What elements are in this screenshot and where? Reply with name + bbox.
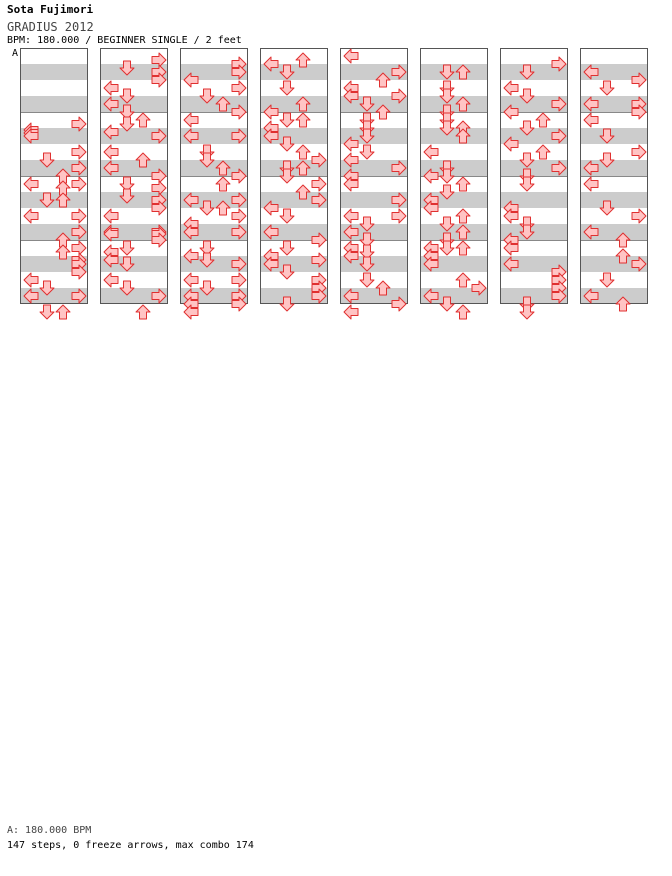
arrow-down-icon <box>120 241 134 255</box>
arrow-down-icon <box>600 273 614 287</box>
arrow-right-icon <box>232 273 246 287</box>
arrow-right-icon <box>232 81 246 95</box>
arrow-left-icon <box>584 177 598 191</box>
arrow-left-icon <box>24 209 38 223</box>
arrow-up-icon <box>296 145 310 159</box>
arrow-up-icon <box>136 113 150 127</box>
arrow-right-icon <box>72 145 86 159</box>
arrow-left-icon <box>104 145 118 159</box>
arrow-left-icon <box>584 113 598 127</box>
arrow-up-icon <box>456 241 470 255</box>
arrow-left-icon <box>104 81 118 95</box>
beat-stripe <box>420 128 488 144</box>
arrow-right-icon <box>632 209 646 223</box>
arrow-up-icon <box>456 209 470 223</box>
arrow-left-icon <box>24 273 38 287</box>
arrow-up-icon <box>296 113 310 127</box>
song-title: GRADIUS 2012 <box>7 20 94 34</box>
arrow-down-icon <box>600 81 614 95</box>
step-stats: 147 steps, 0 freeze arrows, max combo 174 <box>7 840 254 851</box>
arrow-up-icon <box>216 177 230 191</box>
arrow-up-icon <box>456 305 470 319</box>
arrow-left-icon <box>344 209 358 223</box>
arrow-up-icon <box>456 177 470 191</box>
arrow-left-icon <box>104 273 118 287</box>
arrow-left-icon <box>504 81 518 95</box>
arrow-down-icon <box>360 273 374 287</box>
beat-stripe <box>420 96 488 112</box>
chart-info: BPM: 180.000 / BEGINNER SINGLE / 2 feet <box>7 35 242 46</box>
arrow-right-icon <box>72 209 86 223</box>
arrow-down-icon <box>440 241 454 255</box>
arrow-left-icon <box>184 273 198 287</box>
arrow-down-icon <box>280 209 294 223</box>
arrow-down-icon <box>280 81 294 95</box>
arrow-right-icon <box>312 177 326 191</box>
arrow-right-icon <box>632 145 646 159</box>
bpm-marker: A <box>12 48 19 59</box>
arrow-down-icon <box>360 145 374 159</box>
arrow-up-icon <box>136 305 150 319</box>
beat-stripe <box>20 96 88 112</box>
arrow-down-icon <box>520 305 534 319</box>
arrow-right-icon <box>392 209 406 223</box>
arrow-left-icon <box>184 113 198 127</box>
arrow-left-icon <box>344 49 358 63</box>
arrow-down-icon <box>280 241 294 255</box>
bpm-legend: A: 180.000 BPM <box>7 825 92 836</box>
beat-stripe <box>420 224 488 240</box>
arrow-up-icon <box>56 305 70 319</box>
beat-stripe <box>20 64 88 80</box>
arrow-up-icon <box>536 145 550 159</box>
artist-name: Sota Fujimori <box>7 3 94 16</box>
arrow-up-icon <box>456 273 470 287</box>
arrow-right-icon <box>232 209 246 223</box>
arrow-left-icon <box>344 305 358 319</box>
arrow-left-icon <box>104 209 118 223</box>
arrow-up-icon <box>536 113 550 127</box>
arrow-left-icon <box>24 177 38 191</box>
arrow-right-icon <box>72 177 86 191</box>
arrow-left-icon <box>424 145 438 159</box>
beat-stripe <box>580 192 648 208</box>
arrow-down-icon <box>520 177 534 191</box>
arrow-down-icon <box>280 113 294 127</box>
arrow-down-icon <box>40 305 54 319</box>
